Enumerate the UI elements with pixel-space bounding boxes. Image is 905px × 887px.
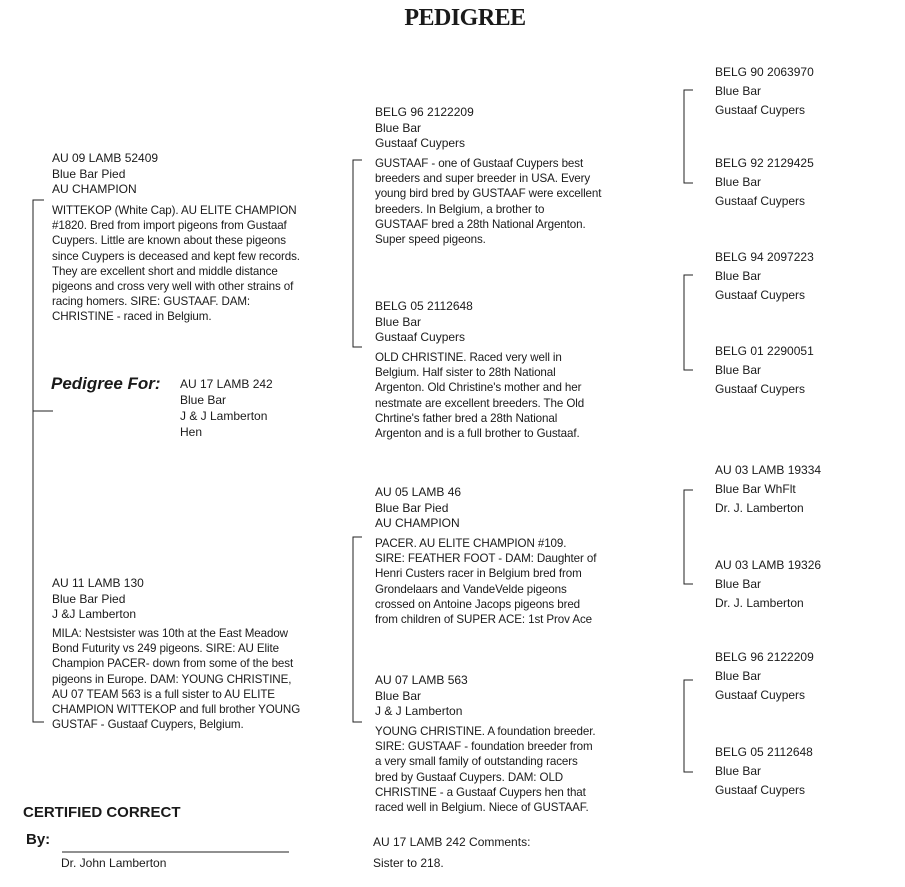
- ggp-color: Blue Bar WhFlt: [715, 482, 796, 496]
- dd-bracket: [684, 680, 693, 772]
- by-label: By:: [26, 831, 51, 848]
- ggp-owner: Gustaaf Cuypers: [715, 783, 806, 797]
- ggp-6: [715, 556, 821, 613]
- dam-color: Blue Bar Pied: [52, 591, 126, 606]
- sire-sire-owner: Gustaaf Cuypers: [375, 136, 466, 150]
- sire-sire-info: [375, 105, 474, 152]
- page-title: PEDIGREE: [404, 5, 526, 31]
- ss-bracket: [684, 90, 693, 183]
- sire-bracket: [353, 160, 362, 347]
- ggp-owner: Gustaaf Cuypers: [715, 288, 806, 302]
- comments-label: AU 17 LAMB 242 Comments:: [373, 835, 531, 849]
- dam-dam-info: [375, 673, 468, 720]
- sire-color: Blue Bar Pied: [52, 166, 126, 181]
- ggp-owner: Dr. J. Lamberton: [715, 596, 804, 610]
- ggp-color: Blue Bar: [715, 175, 762, 189]
- certified-correct-label: CERTIFIED CORRECT: [23, 804, 181, 821]
- ggp-band: BELG 92 2129425: [715, 156, 814, 170]
- ggp-owner: Gustaaf Cuypers: [715, 688, 806, 702]
- ggp-color: Blue Bar: [715, 669, 762, 683]
- dam-sire-info: [375, 485, 461, 532]
- ggp-band: BELG 01 2290051: [715, 344, 814, 358]
- ggp-owner: Gustaaf Cuypers: [715, 382, 806, 396]
- dam-sire-title: AU CHAMPION: [375, 516, 460, 530]
- sire-dam-notes: OLD CHRISTINE. Raced very well in Belgium. Half sister to 28th National Argenton. Old Christine's mother and her nestmate are excellent breeders. The Old Chrtine's father bred a 28th National Argenton and is a full brother to Gustaaf.: [375, 351, 585, 441]
- ggp-color: Blue Bar: [715, 363, 762, 377]
- subject-band: AU 17 LAMB 242: [180, 377, 273, 391]
- dam-info: [52, 576, 144, 623]
- dam-dam-notes: YOUNG CHRISTINE. A foundation breeder. SIRE: GUSTAAF - foundation breeder from a very small family of outstanding racers bred by Gustaaf Cuypers. DAM: OLD CHRISTINE - a Gustaaf Cuypers hen that raced well in Belgium. Niece of GUSTAAF.: [375, 725, 596, 815]
- sire-dam-color: Blue Bar: [375, 314, 422, 329]
- sire-sire-notes: GUSTAAF - one of Gustaaf Cuypers best breeders and super breeder in USA. Every young bird bred by GUSTAAF were excellent breeders. In Belgium, a brother to GUSTAAF bred a 28th National Argenton. Super speed pigeons.: [375, 157, 602, 247]
- ggp-color: Blue Bar: [715, 84, 762, 98]
- sire-sire-color: Blue Bar: [375, 120, 422, 135]
- signer-name: Dr. John Lamberton: [61, 856, 167, 870]
- dam-bracket: [353, 537, 362, 722]
- ggp-8: [715, 743, 813, 800]
- ggp-2: [715, 154, 814, 211]
- dam-dam-color: Blue Bar: [375, 688, 422, 703]
- subject-info: [180, 376, 273, 440]
- ggp-band: BELG 90 2063970: [715, 65, 814, 79]
- sire-title: AU CHAMPION: [52, 182, 137, 196]
- dam-sire-notes: PACER. AU ELITE CHAMPION #109. SIRE: FEATHER FOOT - DAM: Daughter of Henri Custers racer in Belgium bred from Grondelaars and VandeVelde pigeons crossed on Antoine Jacops pigeons bred from children of SUPER ACE: 1st Prov Ace: [375, 537, 597, 627]
- ggp-color: Blue Bar: [715, 577, 762, 591]
- sire-notes: WITTEKOP (White Cap). AU ELITE CHAMPION #1820. Bred from import pigeons from Gustaaf Cuypers. Little are known about these pigeons since Cuypers is deceased and kept few records. They are excellent short and middle distance pigeons and cross very well with other strains of racing homers. SIRE: GUSTAAF. DAM: CHRISTINE - raced in Belgium.: [52, 204, 300, 324]
- ggp-7: [715, 648, 814, 705]
- ggp-owner: Gustaaf Cuypers: [715, 194, 806, 208]
- comments-text: Sister to 218.: [373, 856, 444, 870]
- ggp-4: [715, 342, 814, 399]
- ggp-band: AU 03 LAMB 19334: [715, 463, 822, 477]
- sire-dam-info: [375, 299, 473, 346]
- sire-band: AU 09 LAMB 52409: [52, 151, 159, 165]
- subject-sex: Hen: [180, 425, 203, 439]
- ggp-1: [715, 63, 814, 120]
- subject-bracket: [33, 200, 44, 722]
- ggp-owner: Gustaaf Cuypers: [715, 103, 806, 117]
- pedigree-for-heading: Pedigree For:: [51, 374, 161, 393]
- dam-band: AU 11 LAMB 130: [52, 576, 144, 590]
- ggp-band: AU 03 LAMB 19326: [715, 558, 822, 572]
- ds-bracket: [684, 490, 693, 584]
- sire-info: [52, 151, 158, 198]
- sire-dam-band: BELG 05 2112648: [375, 299, 473, 313]
- subject-color: Blue Bar: [180, 393, 227, 407]
- dam-dam-owner: J & J Lamberton: [375, 704, 463, 718]
- sire-dam-owner: Gustaaf Cuypers: [375, 330, 466, 344]
- dam-sire-color: Blue Bar Pied: [375, 500, 449, 515]
- ggp-band: BELG 94 2097223: [715, 250, 814, 264]
- ggp-5: [715, 461, 821, 518]
- ggp-3: [715, 248, 814, 305]
- dam-owner: J &J Lamberton: [52, 607, 137, 621]
- dam-sire-band: AU 05 LAMB 46: [375, 485, 462, 499]
- ggp-band: BELG 05 2112648: [715, 745, 813, 759]
- dam-notes: MILA: Nestsister was 10th at the East Meadow Bond Futurity vs 249 pigeons. SIRE: AU Elite Champion PACER- down from some of the best pigeons in Europe. DAM: YOUNG CHRISTINE, AU 07 TEAM 563 is a full sister to AU ELITE CHAMPION WITTEKOP and full brother YOUNG GUSTAF - Gustaaf Cuypers, Belgium.: [52, 627, 301, 732]
- dam-dam-band: AU 07 LAMB 563: [375, 673, 468, 687]
- ggp-band: BELG 96 2122209: [715, 650, 814, 664]
- ggp-owner: Dr. J. Lamberton: [715, 501, 804, 515]
- subject-owner: J & J Lamberton: [180, 409, 268, 423]
- sire-sire-band: BELG 96 2122209: [375, 105, 474, 119]
- ggp-color: Blue Bar: [715, 764, 762, 778]
- sd-bracket: [684, 275, 693, 370]
- ggp-color: Blue Bar: [715, 269, 762, 283]
